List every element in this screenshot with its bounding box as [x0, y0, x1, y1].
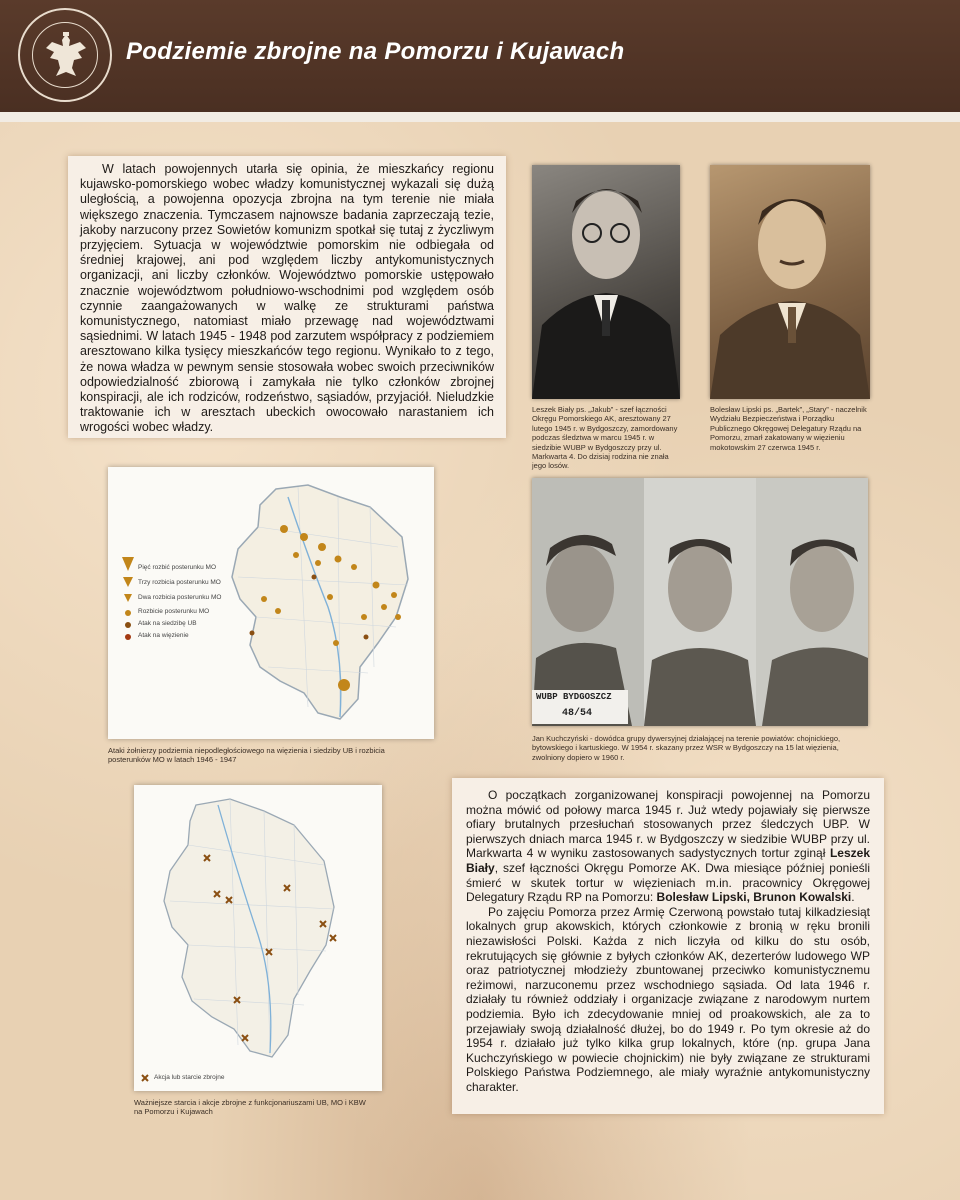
map1-legend-item: Pięć rozbić posterunku MO — [138, 564, 217, 571]
header-bar — [0, 0, 960, 112]
map2-legend-mark — [142, 1075, 148, 1081]
names-lipski-kowalski: Bolesław Lipski, Brunon Kowalski — [656, 890, 852, 905]
map1-graphic — [108, 467, 434, 739]
map1-caption: Ataki żołnierzy podziemia niepodległościowego na więzienia i siedziby UB i rozbicia posterunków MO w latach 1946 - 1947 — [108, 746, 385, 765]
map-attacks — [108, 467, 434, 739]
portrait-boleslaw-lipski — [710, 165, 870, 399]
mugshot-caption: Jan Kuchczyński - dowódca grupy dywersyjnej działającej na terenie powiatów: chojnickiego, bytowskiego i kartuskiego. W 1954 r. skazany przez WSR w Bydgoszczy na 15 lat więzienia, zwolniony dopiero w 1960 r. — [532, 734, 841, 762]
mugshot-sign-line2: 48/54 — [562, 708, 593, 719]
map1-legend-item: Trzy rozbicia posterunku MO — [138, 579, 221, 586]
history-text-box — [452, 778, 884, 1114]
map1-legend — [122, 557, 134, 640]
header-divider — [0, 112, 960, 122]
map2-graphic — [134, 785, 382, 1091]
mugshot-sign-line1: WUBP BYDGOSZCZ — [536, 692, 612, 702]
photo1-caption: Leszek Biały ps. „Jakub” - szef łączności Okręgu Pomorskiego AK, aresztowany 27 lutego 1945 r. w Bydgoszczy, zamordowany podczas śledztwa w marcu 1945 r. w siedzibie WUBP w Bydgoszczy przy ul. Markwarta 4. Do dzisiaj rodzina nie znała jego losów. — [532, 405, 678, 471]
ipn-logo — [18, 8, 112, 102]
map1-legend-item: Atak na siedzibę UB — [138, 620, 197, 627]
name-leszek-bialy: Leszek Biały — [466, 846, 870, 875]
map2-legend-item: Akcja lub starcie zbrojne — [154, 1074, 225, 1081]
map1-legend-item: Rozbicie posterunku MO — [138, 608, 210, 615]
photo2-caption: Bolesław Lipski ps. „Bartek”, „Stary” - naczelnik Wydziału Bezpieczeństwa i Porządku Publicznego Okręgowej Delegatury Rządu na Pomorzu, zmarł zakatowany w więzieniu mokotowskim 27 czerwca 1945 r. — [710, 405, 867, 452]
page-title: Podziemie zbrojne na Pomorzu i Kujawach — [126, 38, 625, 65]
intro-paragraph: W latach powojennych utarła się opinia, że mieszkańcy regionu kujawsko-pomorskiego wobec władzy komunistycznej wykazali się dużą uległością, a powojenna opozycja zbrojna na tym terenie nie miała większego znaczenia. Tymczasem najnowsze badania zaprzeczają tezie, jakoby narzucony przez Sowietów komunizm spotkał się tutaj z życzliwym przyjęciem. Sytuacja w województwie pomorskim nie odbiegała od średniej krajowej, ani pod względem liczby antykomunistycznych organizacji, ani liczby członków. Województwo pomorskie ustępowało znacznie województwom południowo-wschodnimi pod względem osób czynnie zaangażowanych w walkę ze strukturami państwa komunistycznego, natomiast miało przewagę nad województwami sąsiednimi. W latach 1945 - 1948 pod zarzutem współpracy z podziemiem aresztowano kilka tysięcy mieszkańców tego regionu. Wynikało to z tego, że nowa władza w pewnym sensie stosowała wobec swoich przeciwników odpowiedzialność zbiorową i zamykała nie tylko członków zbrojnej konspiracji, ale ich rodziców, rodzeństwo, sąsiadów, przyjaciół. Nieludzkie traktowanie ich w aresztach ubeckich owocowało narastaniem ich wrogości wobec władzy. — [80, 162, 494, 435]
map1-legend-item: Dwa rozbicia posterunku MO — [138, 594, 222, 601]
history-paragraph-1: O początkach zorganizowanej konspiracji powojennej na Pomorzu można mówić od połowy marca 1945 r. Już wtedy pojawiały się pierwsze ofiary brutalnych przesłuchań stosowanych przez śledczych UBP. W pierwszych dniach marca 1945 r. w Bydgoszczy w siedzibie WUBP przy ul. Markwarta 4 w wyniku zastosowanych sadystycznych tortur zginął Leszek Biały, szef łączności Okręgu Pomorze AK. Dwa miesiące później ponieśli śmierć w skutek tortur w więzieniach m.in. pracownicy Okręgowej Delegatury Rządu RP na Pomorzu: Bolesław Lipski, Brunon Kowalski. — [466, 788, 870, 905]
intro-text-box — [68, 156, 506, 438]
portrait-leszek-bialy — [532, 165, 680, 399]
map2-caption: Ważniejsze starcia i akcje zbrojne z funkcjonariuszami UB, MO i KBW na Pomorzu i Kujawach — [134, 1098, 366, 1117]
mugshot-jan-kuchczynski — [532, 478, 868, 726]
map-armed-actions — [134, 785, 382, 1091]
history-paragraph-2: Po zajęciu Pomorza przez Armię Czerwoną powstało tutaj kilkadziesiąt lokalnych grup akowskich, których członkowie z bronią w ręku bronili niezawisłości Polski. Każda z nich liczyła od kilku do stu osób, rekrutujących się głównie z byłych członków AK, dezerterów ludowego WP oraz patriotycznej młodzieży zbuntowanej przeciwko komunistycznemu reżimowi, narzuconemu przez wschodniego sąsiada. Od lata 1946 r. działały tu również oddziały i organizacje związane z narodowym nurtem podziemia. Było ich zdecydowanie mniej od proakowskich, ale za to przejawiały swoją działalność dłużej, bo do 1949 r. Po tym okresie aż do 1954 r. działało już tylko kilka grup lokalnych, które (np. grupa Jana Kuchczyńskiego w powiecie chojnickim) nie były związane ze strukturami Polskiego Państwa Podziemnego, ale miały wyraźnie antykomunistyczny charakter. — [466, 904, 870, 1094]
map1-legend-item: Atak na więzienie — [138, 632, 189, 639]
eagle-icon — [42, 30, 90, 82]
